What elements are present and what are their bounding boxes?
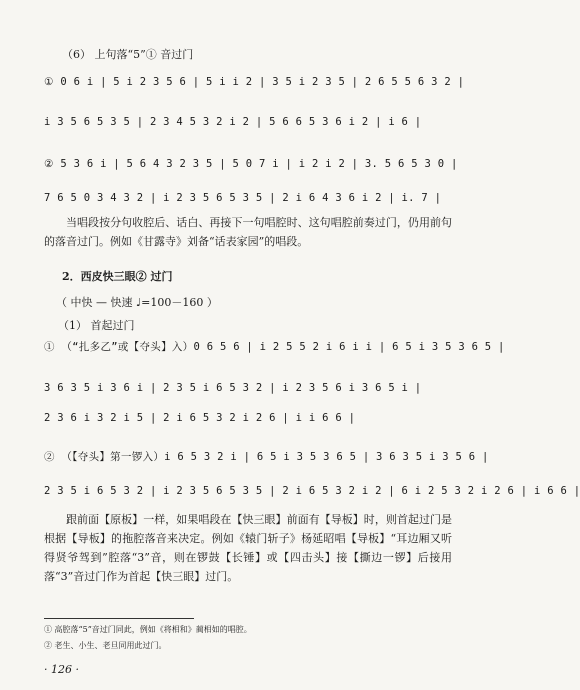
footnote-2: ② 老生、小生、老旦同用此过门。 (44, 641, 167, 650)
footnote-rule (44, 618, 194, 619)
score-line-2: i 3 5 6 5 3 5 | 2 3 4 5 3 2 i 2 | 5 6 6 5 3 6 i 2 | i 6 | (44, 116, 422, 128)
paragraph-1: 当唱段按分句收腔后、话白、再接下一句唱腔时、这句唱腔前奏过门，仍用前句的落音过门。例如《甘露寺》刘备“话表家园”的唱段。 (44, 216, 452, 248)
score2-line-5: 2 3 5 i 6 5 3 2 | i 2 3 5 6 5 3 5 | 2 i 6 5 3 2 i 2 | 6 i 2 5 3 2 i 2 6 | i 6 6 | (44, 485, 580, 497)
page-number: · 126 · (44, 663, 79, 676)
section-heading-6: （6） 上句落“5”① 音过门 (62, 48, 194, 61)
score2-line-1: ① （“扎多乙”或【夺头】入）0 6 5 6 | i 2 5 5 2 i 6 i i | 6 5 i 3 5 3 6 5 | (44, 341, 505, 353)
tempo-marking: （ 中快 — 快速 ♩=100－160 ） (56, 296, 218, 309)
subheading-1: （1） 首起过门 (58, 319, 135, 332)
score2-line-3: 2 3 6 i 3 2 i 5 | 2 i 6 5 3 2 i 2 6 | i i 6 6 | (44, 412, 356, 424)
paragraph-2: 跟前面【原板】一样，如果唱段在【快三眼】前面有【导板】时，则首起过门是根据【导板】的拖腔落音来决定。例如《辕门斩子》杨延昭唱【导板】“耳边厢又听得贤爷驾到”腔落“3”音，则在锣鼓【长锤】或【四击头】接【撕边一锣】后接用落“3”音过门作为首起【快三眼】过门。 (44, 513, 452, 583)
score-line-3: ② 5 3 6 i | 5 6 4 3 2 3 5 | 5 0 7 i | i 2 i 2 | 3. 5 6 5 3 0 | (44, 158, 458, 170)
score-line-4: 7 6 5 0 3 4 3 2 | i 2 3 5 6 5 3 5 | 2 i 6 4 3 6 i 2 | i. 7 | (44, 192, 442, 204)
footnote-1: ① 高腔落“5”音过门同此，例如《将相和》蔺相如的唱腔。 (44, 625, 252, 634)
score-line-1: ① 0 6 i | 5 i 2 3 5 6 | 5 i i 2 | 3 5 i 2 3 5 | 2 6 5 5 6 3 2 | (44, 76, 465, 88)
section-heading-2: 2．西皮快三眼② 过门 (62, 270, 173, 283)
score2-line-4: ② （【夺头】第一锣入）i 6 5 3 2 i | 6 5 i 3 5 3 6 5 | 3 6 3 5 i 3 5 6 | (44, 451, 489, 463)
score2-line-2: 3 6 3 5 i 3 6 i | 2 3 5 i 6 5 3 2 | i 2 3 5 6 i 3 6 5 i | (44, 382, 422, 394)
